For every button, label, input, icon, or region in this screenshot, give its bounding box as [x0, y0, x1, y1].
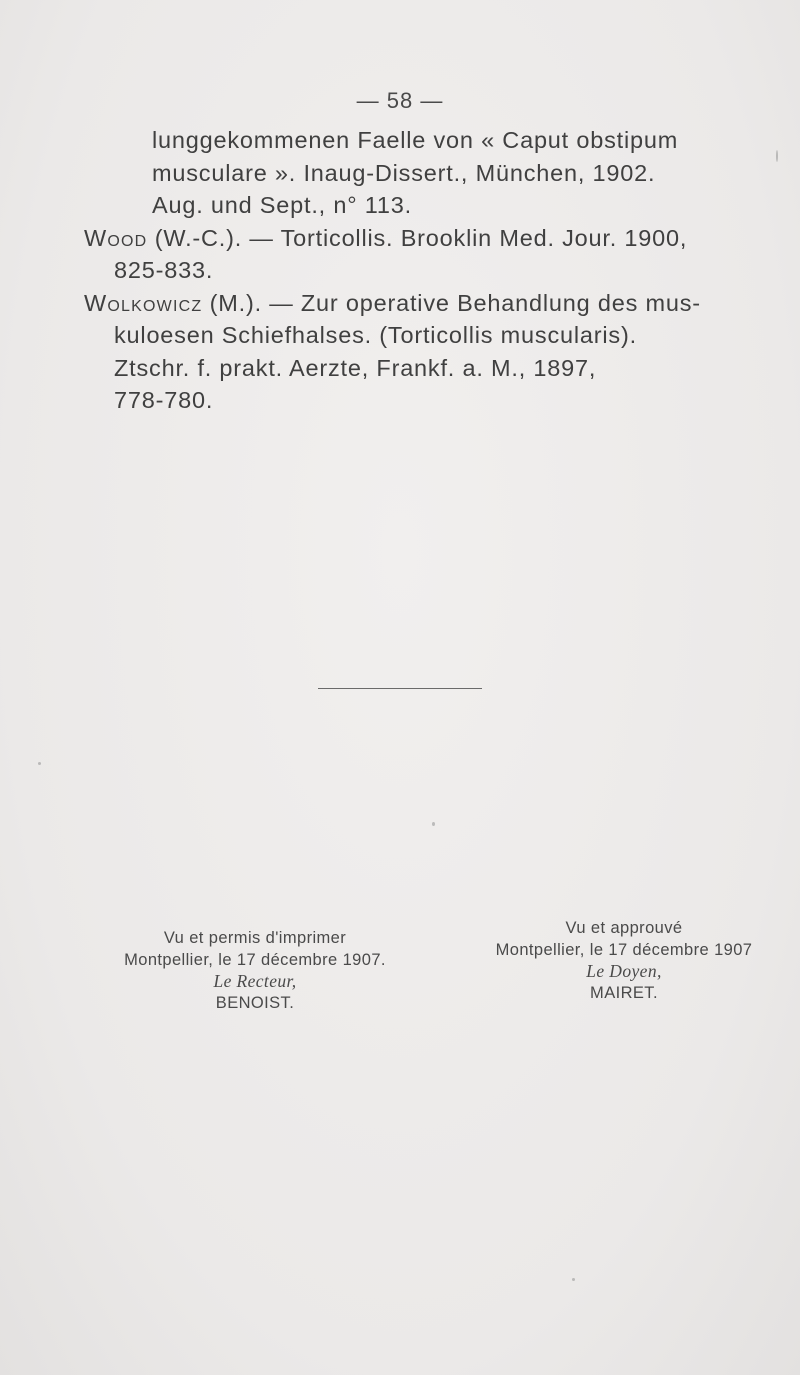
- entry-author: Wolkowicz: [84, 289, 203, 316]
- paper-speck: [432, 822, 435, 826]
- approval-dean: [454, 918, 794, 1004]
- entry-first-line: [84, 222, 754, 255]
- bibliography-entry-continuation: [114, 124, 754, 222]
- approval-date: Montpellier, le 17 décembre 1907: [495, 940, 753, 959]
- approval-title: Le Recteur,: [213, 971, 297, 991]
- approval-title: Le Doyen,: [586, 961, 662, 981]
- approval-signatory: BENOIST.: [215, 993, 295, 1012]
- paper-speck: [572, 1278, 575, 1281]
- entry-line: Ztschr. f. prakt. Aerzte, Frankf. a. M., 1897,: [114, 354, 597, 381]
- entry-citation: (W.-C.). — Torticollis. Brooklin Med. Jour. 1900,: [147, 224, 688, 251]
- paper-speck: [38, 762, 41, 765]
- entry-line: 778-780.: [114, 387, 214, 413]
- approval-rector: [90, 928, 420, 1014]
- paper-speck: [776, 150, 778, 162]
- entry-first-line: [84, 287, 754, 320]
- bibliography-entry-wolkowicz: [84, 287, 754, 417]
- approval-signatory: MAIRET.: [590, 983, 658, 1002]
- entry-line: lunggekommenen Faelle von « Caput obstipum: [152, 127, 679, 153]
- bibliography-list: [84, 124, 754, 417]
- entry-author: Wood: [84, 224, 148, 251]
- entry-citation: (M.). — Zur operative Behandlung des mus-: [202, 289, 701, 316]
- bibliography-entry-wood: [84, 222, 754, 287]
- approval-date: Montpellier, le 17 décembre 1907.: [124, 950, 386, 969]
- approval-statement: Vu et permis d'imprimer: [163, 929, 347, 947]
- section-divider: [318, 688, 482, 689]
- entry-line: kuloesen Schiefhalses. (Torticollis muscularis).: [114, 322, 637, 348]
- page-number: — 58 —: [356, 88, 444, 113]
- entry-line: 825-833.: [114, 257, 214, 283]
- approval-statement: Vu et approuvé: [565, 919, 683, 937]
- entry-line: Aug. und Sept., n° 113.: [152, 192, 412, 218]
- entry-line: musculare ». Inaug-Dissert., München, 1902.: [152, 159, 656, 186]
